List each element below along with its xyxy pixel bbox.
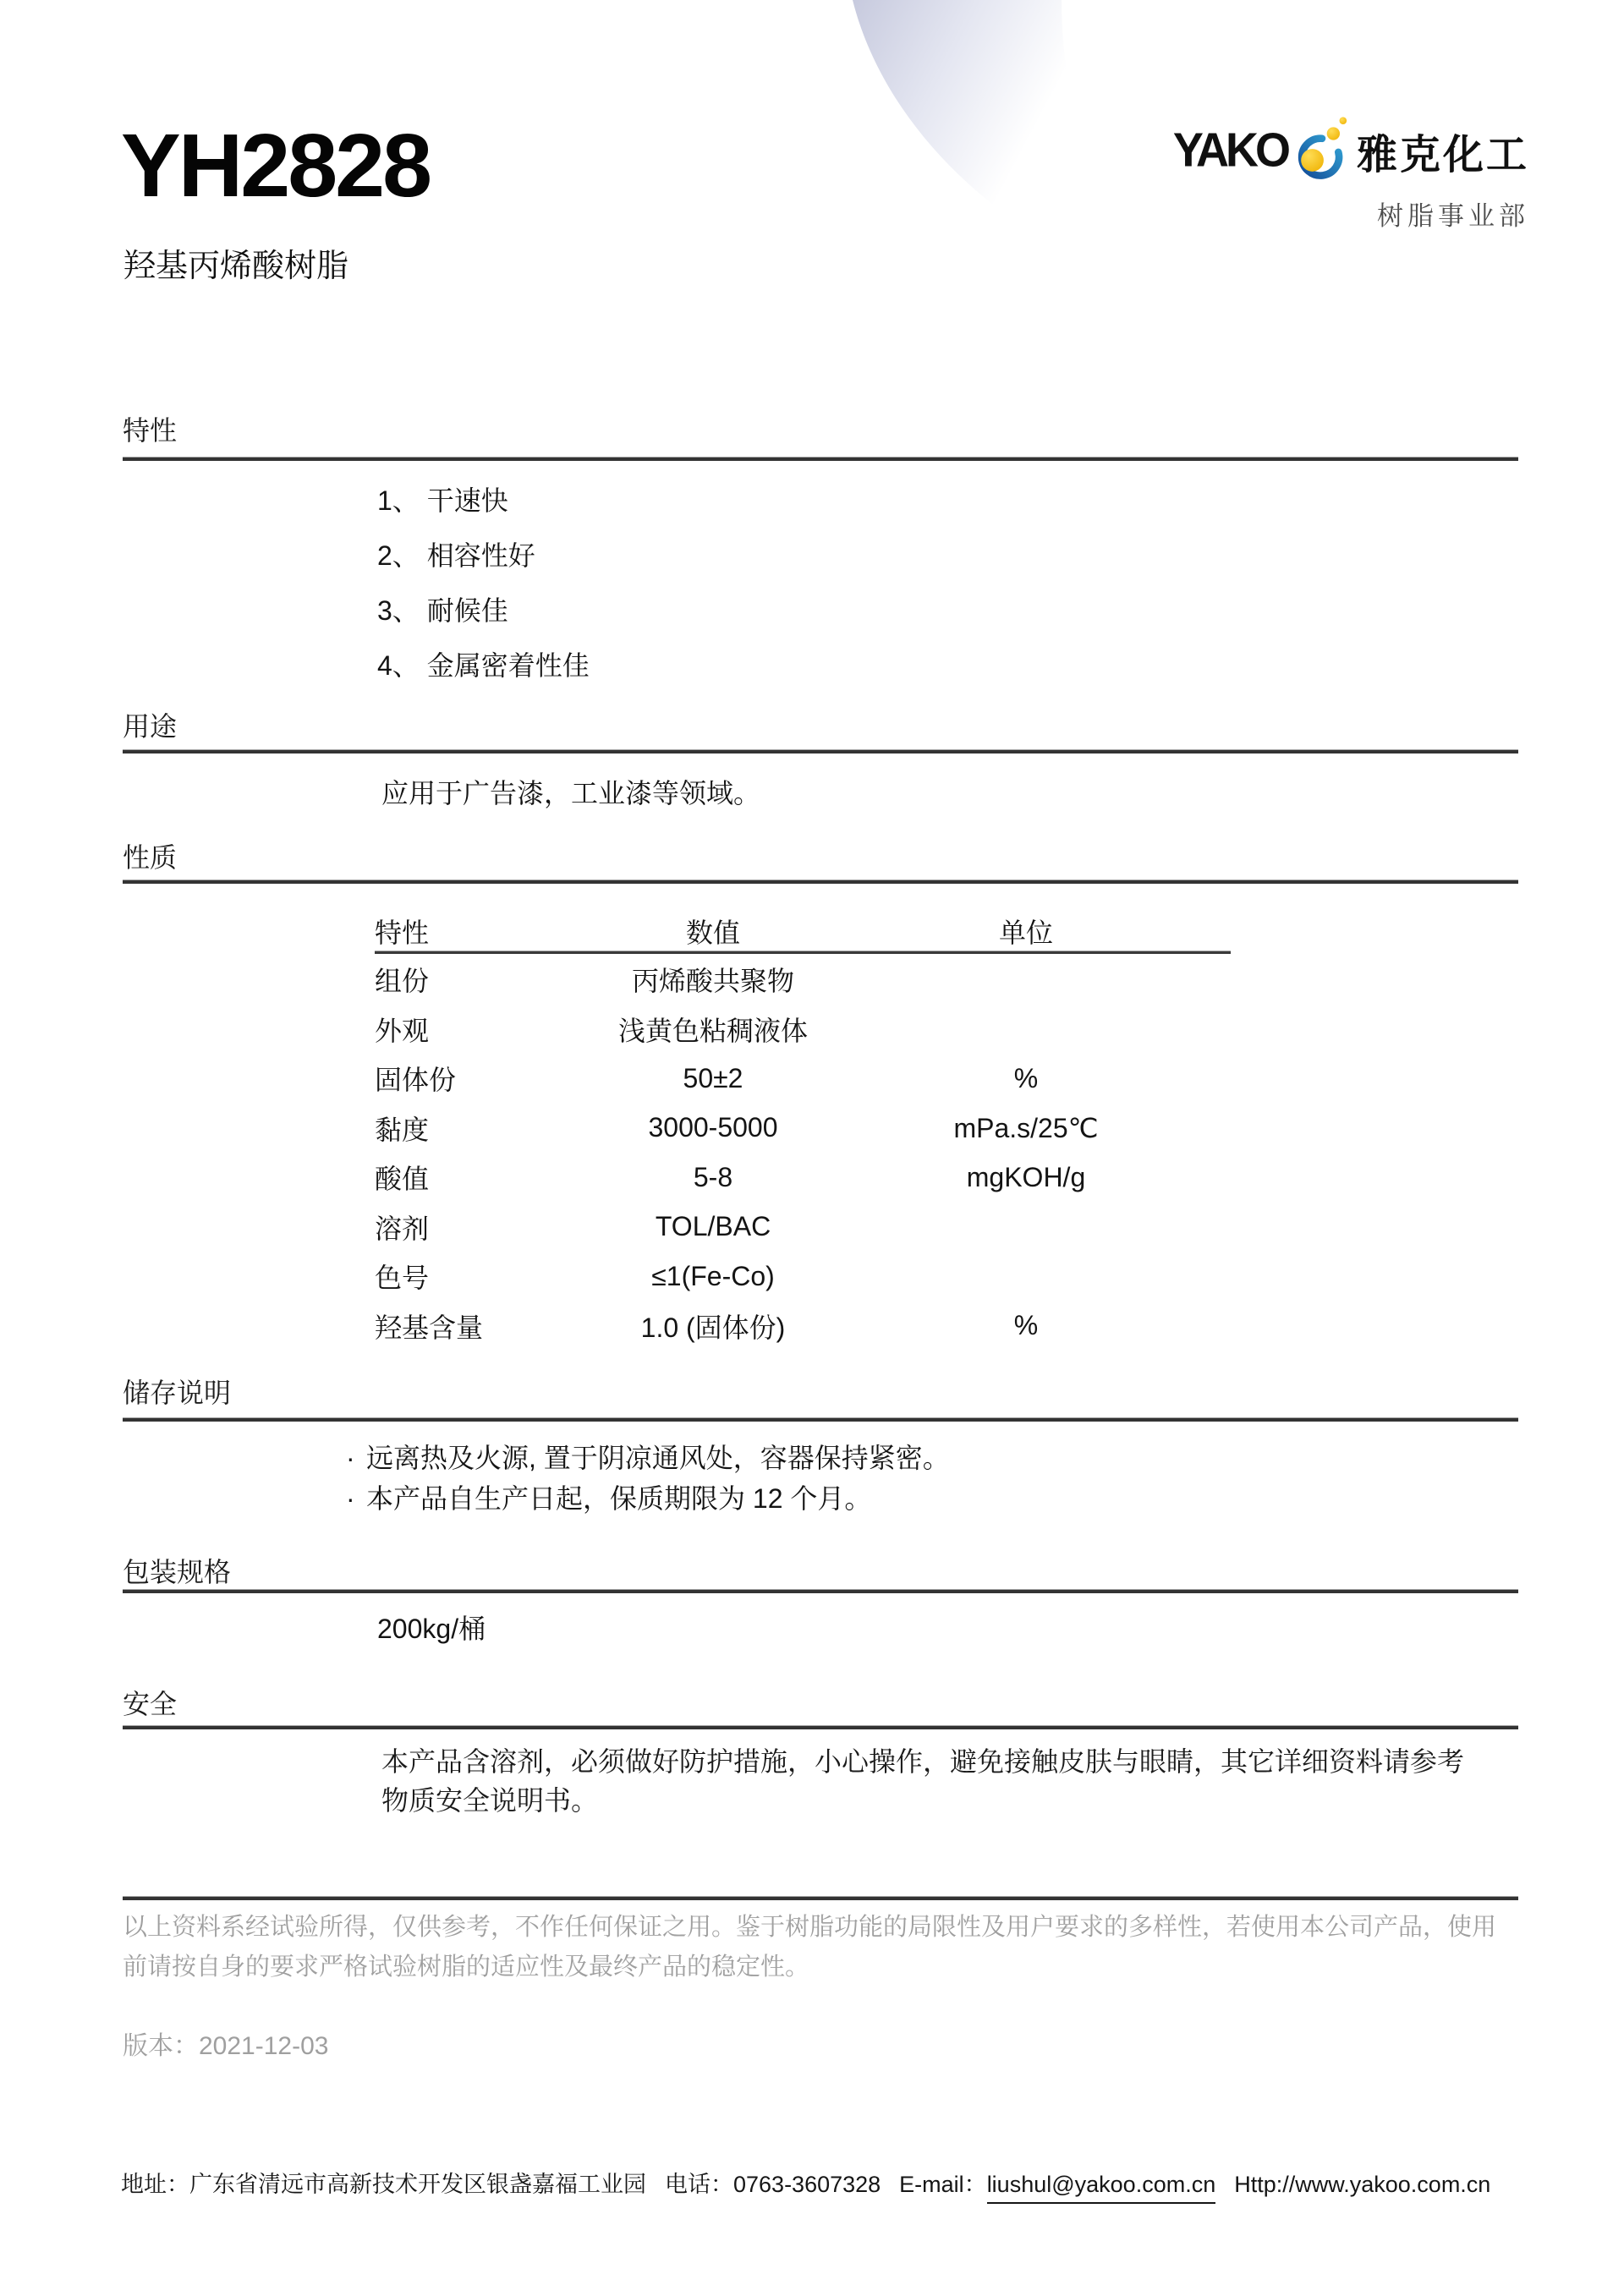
- list-item: 4、 金属密着性佳: [377, 650, 590, 681]
- footer-email-link[interactable]: liushul@yakoo.com.cn: [987, 2167, 1216, 2204]
- section-heading-features: 特性: [123, 415, 178, 446]
- brand-company-name: 雅克化工: [1356, 132, 1529, 178]
- storage-text: 远离热及火源, 置于阴凉通风处，容器保持紧密。: [366, 1443, 950, 1473]
- brand-logo: [1166, 115, 1529, 233]
- section-heading-safety: 安全: [123, 1689, 178, 1719]
- property-name: 酸值: [375, 1164, 430, 1195]
- list-item: 3、 耐候佳: [377, 595, 508, 626]
- footer-address: 地址：广东省清远市高新技术开发区银盏嘉福工业园: [121, 2172, 646, 2197]
- section-heading-properties: 性质: [123, 842, 178, 873]
- usage-text: 应用于广告漆，工业漆等领域。: [381, 778, 761, 808]
- storage-text: 本产品自生产日起，保质期限为 12 个月。: [366, 1483, 872, 1514]
- product-subtitle: 羟基丙烯酸树脂: [123, 249, 349, 284]
- brand-swirl-icon: [1296, 115, 1348, 186]
- brand-wordmark: YAKO: [1172, 123, 1287, 178]
- bullet-icon: ·: [346, 1443, 355, 1473]
- property-unit: mgKOH/g: [966, 1161, 1086, 1192]
- property-value: 1.0 (固体份): [640, 1312, 786, 1343]
- section-rule-properties: [123, 879, 1518, 884]
- section-rule-storage: [123, 1417, 1518, 1422]
- brand-division: 树脂事业部: [1377, 201, 1529, 231]
- table-header-rule: [375, 951, 1231, 954]
- property-unit: %: [1013, 1310, 1039, 1341]
- list-item: 2、 相容性好: [377, 540, 535, 571]
- bullet-icon: ·: [346, 1483, 355, 1514]
- table-header-row: [375, 912, 1231, 951]
- footer-website: Http://www.yakoo.com.cn: [1234, 2172, 1491, 2197]
- footer-contact-bar: [121, 2167, 1542, 2204]
- properties-table: [375, 912, 1231, 1351]
- disclaimer-rule: [123, 1896, 1518, 1900]
- section-rule-features: [123, 457, 1518, 461]
- storage-list: [346, 1438, 950, 1519]
- column-header: 数值: [685, 918, 740, 948]
- list-item: 1、 干速快: [377, 485, 508, 516]
- table-row: [375, 1153, 1231, 1203]
- property-value: TOL/BAC: [655, 1211, 771, 1242]
- property-name: 外观: [375, 1015, 430, 1046]
- property-name: 羟基含量: [375, 1312, 484, 1343]
- safety-line: 本产品含溶剂，必须做好防护措施，小心操作，避免接触皮肤与眼睛，其它详细资料请参考: [381, 1746, 1465, 1777]
- table-row: [375, 955, 1231, 1005]
- property-name: 固体份: [375, 1065, 457, 1096]
- property-value: 3000-5000: [648, 1112, 778, 1143]
- footer-phone: 电话：0763-3607328: [665, 2172, 881, 2197]
- section-heading-usage: 用途: [123, 711, 178, 742]
- table-row: [375, 1301, 1231, 1351]
- section-rule-packaging: [123, 1589, 1518, 1593]
- packaging-text: 200kg/桶: [377, 1614, 486, 1644]
- section-heading-packaging: 包装规格: [123, 1557, 232, 1587]
- feature-list: [377, 474, 590, 693]
- list-item: [346, 1478, 950, 1519]
- property-value: 浅黄色粘稠液体: [617, 1015, 808, 1046]
- disclaimer-line: 前请按自身的要求严格试验树脂的适应性及最终产品的稳定性。: [123, 1954, 810, 1981]
- property-name: 黏度: [375, 1114, 430, 1145]
- safety-paragraph: [381, 1742, 1532, 1820]
- table-row: [375, 1104, 1231, 1153]
- brand-logo-row: [1166, 115, 1529, 186]
- property-unit: %: [1013, 1062, 1039, 1093]
- column-header: 特性: [375, 918, 430, 948]
- column-header: 单位: [998, 918, 1053, 948]
- table-row: [375, 1005, 1231, 1055]
- table-row: [375, 1252, 1231, 1301]
- property-value: 5-8: [693, 1161, 733, 1192]
- safety-line: 物质安全说明书。: [381, 1785, 599, 1816]
- property-name: 色号: [375, 1263, 430, 1294]
- footer-email-label: E-mail：: [899, 2172, 987, 2197]
- section-rule-usage: [123, 749, 1518, 753]
- property-unit: mPa.s/25℃: [953, 1112, 1099, 1143]
- property-name: 溶剂: [375, 1213, 430, 1244]
- property-value: 丙烯酸共聚物: [631, 966, 794, 997]
- table-row: [375, 1054, 1231, 1104]
- disclaimer-line: 以上资料系经试验所得，仅供参考，不作任何保证之用。鉴于树脂功能的局限性及用户要求的多样性，若使用本公司产品，使用: [123, 1914, 1497, 1941]
- section-rule-safety: [123, 1725, 1518, 1729]
- list-item: [346, 1438, 950, 1478]
- table-row: [375, 1203, 1231, 1252]
- section-heading-storage: 储存说明: [123, 1378, 232, 1408]
- disclaimer-paragraph: [123, 1908, 1527, 1987]
- version-label: 版本：2021-12-03: [123, 2032, 329, 2060]
- property-value: ≤1(Fe-Co): [651, 1260, 775, 1291]
- product-title: YH2828: [121, 116, 431, 216]
- property-name: 组份: [375, 966, 430, 997]
- property-value: 50±2: [683, 1062, 743, 1093]
